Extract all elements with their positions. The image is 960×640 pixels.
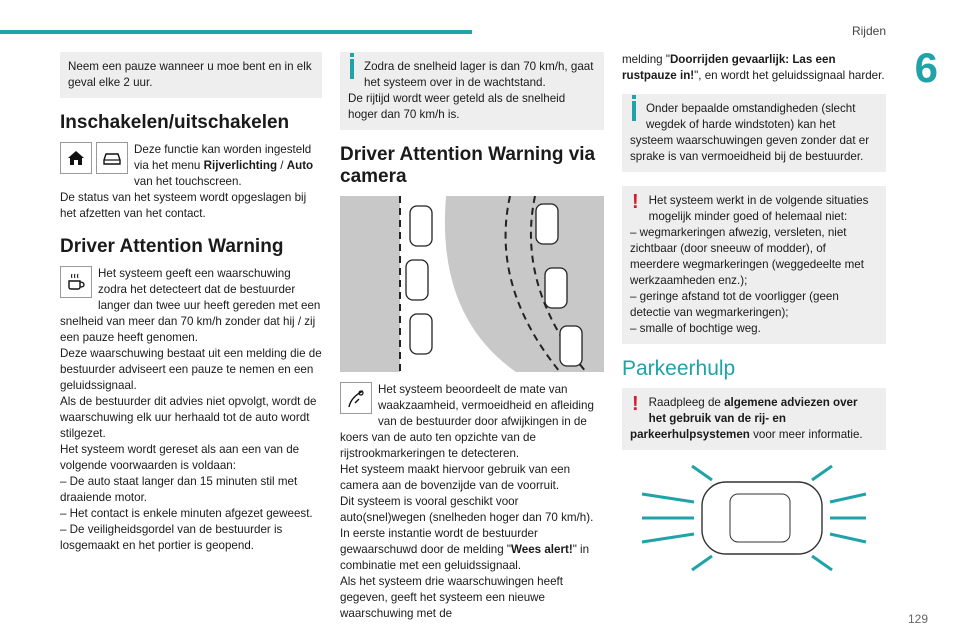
list-item: – De auto staat langer dan 15 minuten stil met draaiende motor.: [60, 475, 298, 504]
column-1: [60, 52, 322, 554]
info-box: [622, 94, 886, 172]
paragraph-daw-2: Deze waarschuwing bestaat uit een melding die de bestuurder adviseert een pauze te nemen en een geluidssignaal.: [60, 347, 322, 392]
paragraph-daw-4: Het systeem wordt gereset als aan een van de volgende voorwaarden is voldaan:: [60, 443, 300, 472]
home-icon: [60, 142, 92, 174]
info-box: [340, 52, 604, 130]
warning-box: [622, 186, 886, 344]
section-title: Rijden: [851, 24, 886, 38]
lane-drift-illustration: [340, 196, 604, 372]
tip-box: [60, 52, 322, 98]
heading-daw-camera: Driver Attention Warning via camera: [340, 144, 596, 187]
heading-parkeerhulp: Parkeerhulp: [622, 357, 736, 380]
warning-icon: !: [632, 191, 639, 213]
paragraph-continued: melding "Doorrijden gevaarlijk: Las een rustpauze in!", en wordt het geluidssignaal harder.: [622, 53, 885, 82]
icon-group: [60, 142, 128, 174]
icon-group-coffee: [60, 266, 92, 298]
paragraph-cam-1: Het systeem beoordeelt de mate van waakzaamheid, vermoeidheid en afleiding van de bestuurder door afwijkingen in de koers van de auto ten opzichte van de rijstrookmarkeringen te detecteren.: [340, 383, 594, 460]
list-item: – geringe afstand tot de voorligger (geen detectie van wegmarkeringen);: [630, 290, 839, 319]
info-icon: [350, 59, 354, 79]
column-2: [340, 52, 604, 622]
parking-sensor-illustration: [622, 464, 886, 574]
page-number: 129: [907, 612, 928, 626]
paragraph-daw-1: Het systeem geeft een waarschuwing zodra het detecteert dat de bestuurder langer dan twee uur heeft gereden met een snelheid van meer dan 70 km/h zonder dat hij / zij een pauze heeft genomen.: [60, 267, 321, 344]
warning-box: [622, 388, 886, 450]
list-item: – wegmarkeringen afwezig, versleten, niet zichtbaar (door sneeuw of modder), of meerdere wegmarkeringen (weggedeelte met werkzaamheden enz.);: [630, 226, 864, 287]
info-text: Zodra de snelheid lager is dan 70 km/h, gaat het systeem over in de wachtstand.: [364, 60, 594, 89]
car-icon: [96, 142, 128, 174]
list-item: – smalle of bochtige weg.: [630, 322, 761, 335]
paragraph-cam-4: In eerste instantie wordt de bestuurder gewaarschuwd door de melding "Wees alert!" in combinatie met een geluidssignaal.: [340, 527, 590, 572]
paragraph-cam-5: Als het systeem drie waarschuwingen heeft gegeven, geeft het systeem een nieuwe waarschuwing met de: [340, 575, 563, 620]
paragraph-cam-2: Het systeem maakt hiervoor gebruik van een camera aan de bovenzijde van de voorruit.: [340, 463, 571, 492]
warning-icon: !: [632, 393, 639, 415]
coffee-cup-icon: [60, 266, 92, 298]
paragraph-cam-3: Dit systeem is vooral geschikt voor auto(snel)wegen (snelheden hoger dan 70 km/h).: [340, 495, 594, 524]
list-item: – Het contact is enkele minuten afgezet geweest.: [60, 507, 313, 520]
heading-inschakelen: Inschakelen/uitschakelen: [60, 112, 290, 133]
info-icon: [632, 101, 636, 121]
list-item: – De veiligheidsgordel van de bestuurder is losgemaakt en het portier is geopend.: [60, 523, 283, 552]
paragraph-daw-3: Als de bestuurder dit advies niet opvolgt, wordt de waarschuwing elk uur herhaald tot de auto wordt stilgezet.: [60, 395, 317, 440]
lane-departure-icon: [340, 382, 372, 414]
chapter-number: 6: [914, 44, 938, 91]
info-text-2: De rijtijd wordt weer geteld als de snelheid hoger dan 70 km/h is.: [348, 92, 566, 121]
paragraph-menu: Deze functie kan worden ingesteld via het menu Rijverlichting / Auto van het touchscreen.: [134, 143, 314, 188]
warning-text: Het systeem werkt in de volgende situaties mogelijk minder goed of helemaal niet:: [648, 194, 869, 223]
info-text: Onder bepaalde omstandigheden (slecht wegdek of harde windstoten) kan het systeem waarschuwingen geven zonder dat er sprake is van vermoeidheid bij de bestuurder.: [630, 102, 870, 163]
top-accent-bar: [0, 30, 472, 34]
icon-group-drift: [340, 382, 372, 414]
paragraph-status: De status van het systeem wordt opgeslagen bij het afzetten van het contact.: [60, 191, 307, 220]
warning-text: Raadpleeg de algemene adviezen over het gebruik van de rij- en parkeerhulpsystemen voor meer informatie.: [630, 396, 863, 441]
heading-daw: Driver Attention Warning: [60, 236, 284, 257]
column-3: [622, 52, 886, 574]
tip-text: Neem een pauze wanneer u moe bent en in elk geval elke 2 uur.: [68, 60, 312, 89]
